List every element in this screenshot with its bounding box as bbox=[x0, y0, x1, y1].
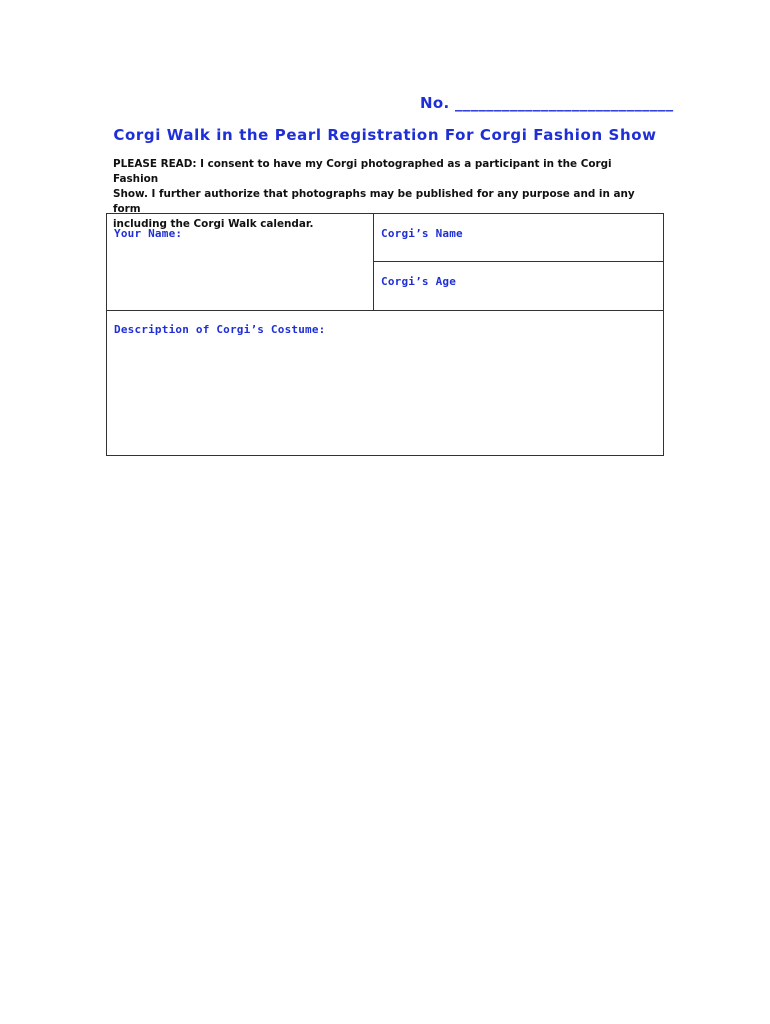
costume-description-field[interactable] bbox=[107, 310, 663, 455]
consent-line: including the Corgi Walk calendar. bbox=[113, 218, 314, 230]
consent-line: PLEASE READ: I consent to have my Corgi photographed as a participant in the Corgi Fashion bbox=[113, 158, 612, 185]
corgi-name-field[interactable] bbox=[374, 214, 664, 262]
page-title: Corgi Walk in the Pearl Registration For Corgi Fashion Show bbox=[113, 126, 657, 144]
your-name-label: Your Name: bbox=[114, 227, 183, 240]
your-name-field[interactable] bbox=[107, 214, 374, 310]
corgi-age-field[interactable] bbox=[374, 262, 664, 310]
corgi-name-label: Corgi’s Name bbox=[381, 227, 463, 240]
registration-number-field: No. ____________________________ bbox=[420, 94, 674, 112]
registration-form-table bbox=[106, 213, 664, 456]
consent-line: Show. I further authorize that photographs may be published for any purpose and in any form bbox=[113, 188, 635, 215]
costume-description-label: Description of Corgi’s Costume: bbox=[114, 323, 326, 336]
corgi-age-label: Corgi’s Age bbox=[381, 275, 457, 288]
